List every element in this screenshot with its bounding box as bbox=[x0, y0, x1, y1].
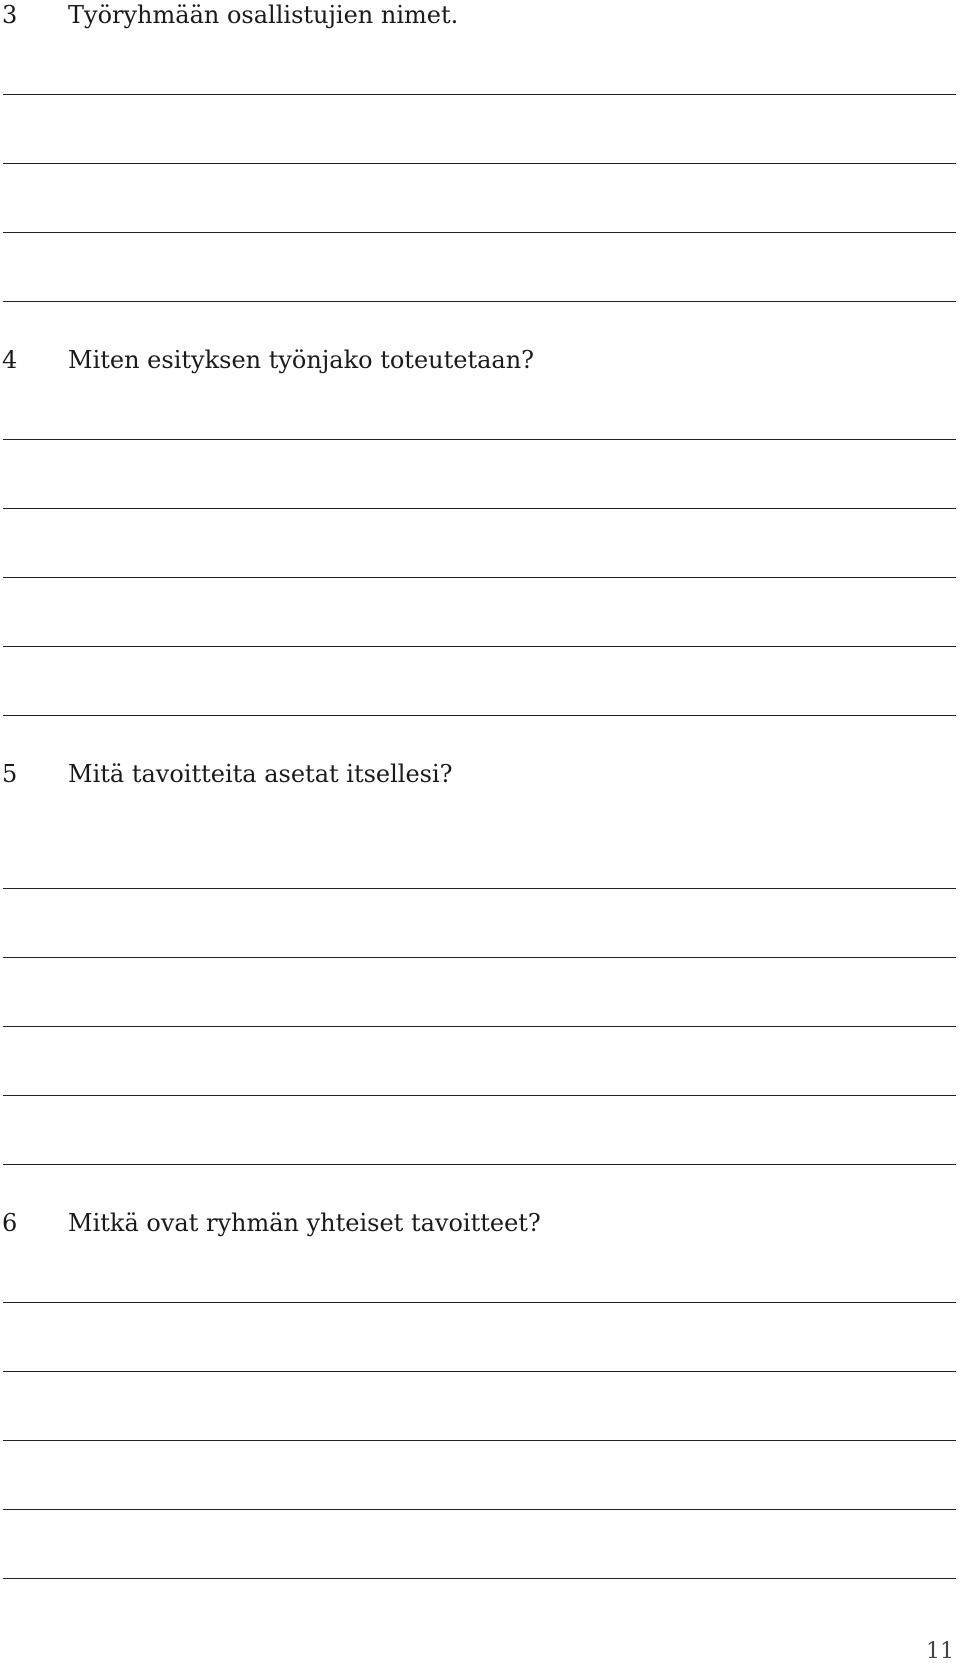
question-number: 3 bbox=[2, 1, 18, 29]
question-number: 6 bbox=[2, 1209, 18, 1237]
question-text: Mitkä ovat ryhmän yhteiset tavoitteet? bbox=[68, 1209, 541, 1237]
answer-line[interactable] bbox=[3, 1095, 956, 1096]
answer-line[interactable] bbox=[3, 577, 956, 578]
answer-line[interactable] bbox=[3, 715, 956, 716]
page-number: 11 bbox=[926, 1639, 954, 1664]
question-number: 5 bbox=[2, 760, 18, 788]
answer-line[interactable] bbox=[3, 646, 956, 647]
answer-line[interactable] bbox=[3, 1302, 956, 1303]
question-text: Mitä tavoitteita asetat itsellesi? bbox=[68, 760, 453, 788]
answer-line[interactable] bbox=[3, 508, 956, 509]
answer-line[interactable] bbox=[3, 301, 956, 302]
answer-line[interactable] bbox=[3, 1371, 956, 1372]
answer-line[interactable] bbox=[3, 163, 956, 164]
question-number: 4 bbox=[2, 346, 18, 374]
answer-line[interactable] bbox=[3, 888, 956, 889]
answer-line[interactable] bbox=[3, 1164, 956, 1165]
answer-line[interactable] bbox=[3, 1026, 956, 1027]
answer-line[interactable] bbox=[3, 232, 956, 233]
answer-line[interactable] bbox=[3, 1509, 956, 1510]
answer-line[interactable] bbox=[3, 1440, 956, 1441]
answer-line[interactable] bbox=[3, 94, 956, 95]
question-text: Työryhmään osallistujien nimet. bbox=[68, 1, 459, 29]
answer-line[interactable] bbox=[3, 957, 956, 958]
answer-line[interactable] bbox=[3, 1578, 956, 1579]
answer-line[interactable] bbox=[3, 439, 956, 440]
question-text: Miten esityksen työnjako toteutetaan? bbox=[68, 346, 535, 374]
